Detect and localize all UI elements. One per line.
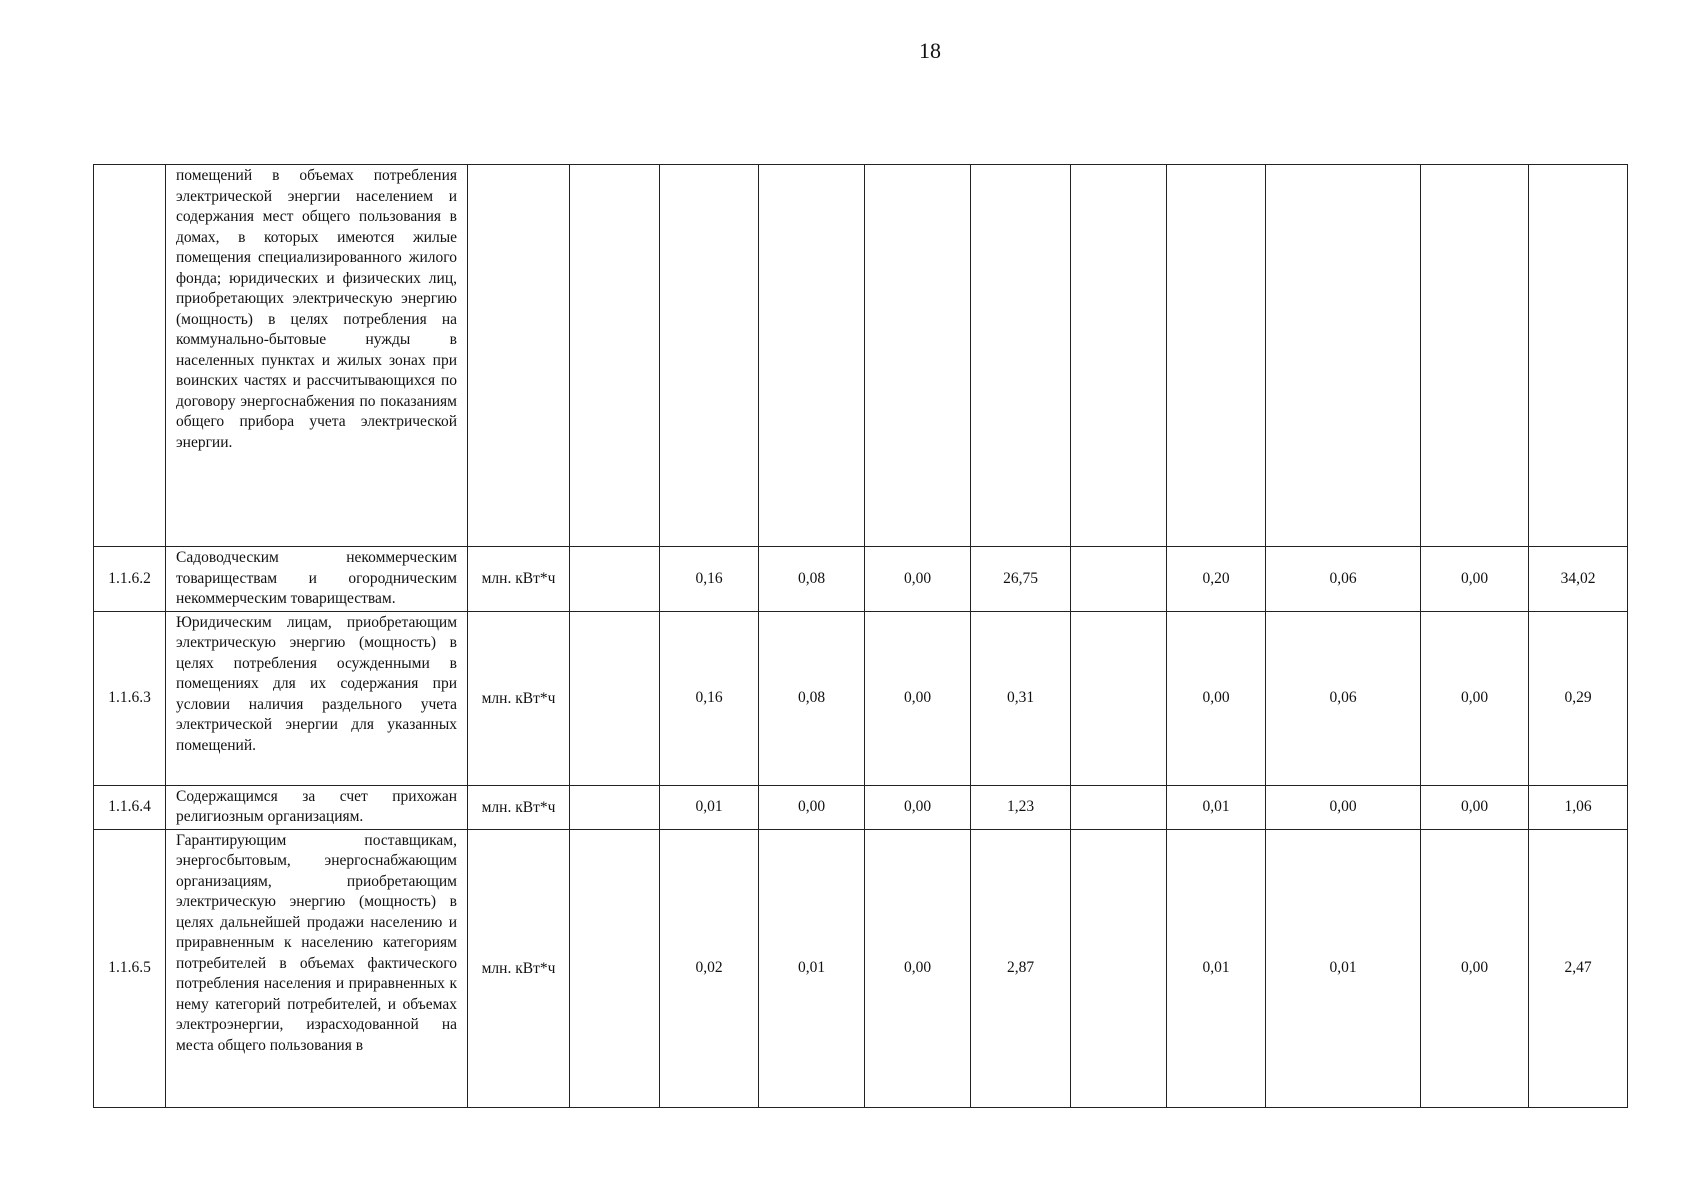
value-cell: 0,01 — [1167, 785, 1266, 829]
row-description: Садоводческим некоммерческим товариществам и огородническим некоммерческим товариществам. — [166, 547, 468, 612]
value-cell: 0,02 — [660, 829, 759, 1107]
row-unit: млн. кВт*ч — [468, 785, 570, 829]
value-cell — [570, 829, 660, 1107]
value-cell: 0,01 — [1266, 829, 1421, 1107]
value-cell: 0,31 — [971, 611, 1071, 785]
value-cell — [1266, 165, 1421, 547]
value-cell — [570, 547, 660, 612]
value-cell — [1071, 547, 1167, 612]
row-description: Юридическим лицам, приобретающим электрическую энергию (мощность) в целях потребления осужденными в помещениях для их содержания при условии наличия раздельного учета электрической энергии для указанных помещений. — [166, 611, 468, 785]
value-cell — [1071, 611, 1167, 785]
page-number: 18 — [919, 38, 941, 63]
value-cell: 1,06 — [1529, 785, 1628, 829]
tariff-table — [93, 164, 1628, 1108]
row-number: 1.1.6.3 — [94, 611, 166, 785]
value-cell: 0,00 — [865, 829, 971, 1107]
value-cell — [759, 165, 865, 547]
value-cell: 26,75 — [971, 547, 1071, 612]
value-cell: 0,20 — [1167, 547, 1266, 612]
value-cell — [1167, 165, 1266, 547]
value-cell: 0,29 — [1529, 611, 1628, 785]
value-cell — [1071, 785, 1167, 829]
value-cell: 0,00 — [865, 785, 971, 829]
row-unit: млн. кВт*ч — [468, 611, 570, 785]
value-cell: 0,06 — [1266, 611, 1421, 785]
row-unit: млн. кВт*ч — [468, 547, 570, 612]
value-cell: 0,00 — [1266, 785, 1421, 829]
value-cell — [865, 165, 971, 547]
row-unit: млн. кВт*ч — [468, 829, 570, 1107]
value-cell — [1529, 165, 1628, 547]
row-number: 1.1.6.5 — [94, 829, 166, 1107]
table-row — [94, 829, 1628, 1107]
value-cell: 1,23 — [971, 785, 1071, 829]
value-cell: 0,00 — [1421, 611, 1529, 785]
value-cell: 0,06 — [1266, 547, 1421, 612]
row-number: 1.1.6.2 — [94, 547, 166, 612]
value-cell: 0,00 — [865, 611, 971, 785]
value-cell — [570, 785, 660, 829]
value-cell — [660, 165, 759, 547]
value-cell: 0,16 — [660, 547, 759, 612]
value-cell: 0,08 — [759, 547, 865, 612]
value-cell: 2,47 — [1529, 829, 1628, 1107]
value-cell — [971, 165, 1071, 547]
value-cell: 0,08 — [759, 611, 865, 785]
table-row — [94, 165, 1628, 547]
table-row — [94, 611, 1628, 785]
value-cell: 2,87 — [971, 829, 1071, 1107]
value-cell: 0,01 — [1167, 829, 1266, 1107]
value-cell: 0,16 — [660, 611, 759, 785]
value-cell — [1071, 165, 1167, 547]
row-number — [94, 165, 166, 547]
value-cell — [570, 165, 660, 547]
value-cell: 0,00 — [759, 785, 865, 829]
value-cell: 0,00 — [1421, 547, 1529, 612]
row-number: 1.1.6.4 — [94, 785, 166, 829]
value-cell: 34,02 — [1529, 547, 1628, 612]
row-description: помещений в объемах потребления электрической энергии населением и содержания мест общего пользования в домах, в которых имеются жилые помещения специализированного жилого фонда; юридических и физических лиц, приобретающих электрическую энергию (мощность) в целях потребления на коммунально-бытовые нужды в населенных пунктах и жилых зонах при воинских частях и рассчитывающихся по договору энергоснабжения по показаниям общего прибора учета электрической энергии. — [166, 165, 468, 547]
value-cell: 0,01 — [759, 829, 865, 1107]
value-cell: 0,00 — [1421, 829, 1529, 1107]
value-cell — [1071, 829, 1167, 1107]
table-row — [94, 547, 1628, 612]
table-row — [94, 785, 1628, 829]
row-description: Гарантирующим поставщикам, энергосбытовым, энергоснабжающим организациям, приобретающим электрическую энергию (мощность) в целях дальнейшей продажи населению и приравненным к населению категориям потребителей в объемах фактического потребления населения и приравненных к нему категорий потребителей, и объемах электроэнергии, израсходованной на места общего пользования в — [166, 829, 468, 1107]
row-unit — [468, 165, 570, 547]
value-cell: 0,00 — [865, 547, 971, 612]
value-cell: 0,00 — [1167, 611, 1266, 785]
value-cell: 0,01 — [660, 785, 759, 829]
value-cell — [1421, 165, 1529, 547]
value-cell: 0,00 — [1421, 785, 1529, 829]
value-cell — [570, 611, 660, 785]
row-description: Содержащимся за счет прихожан религиозным организациям. — [166, 785, 468, 829]
